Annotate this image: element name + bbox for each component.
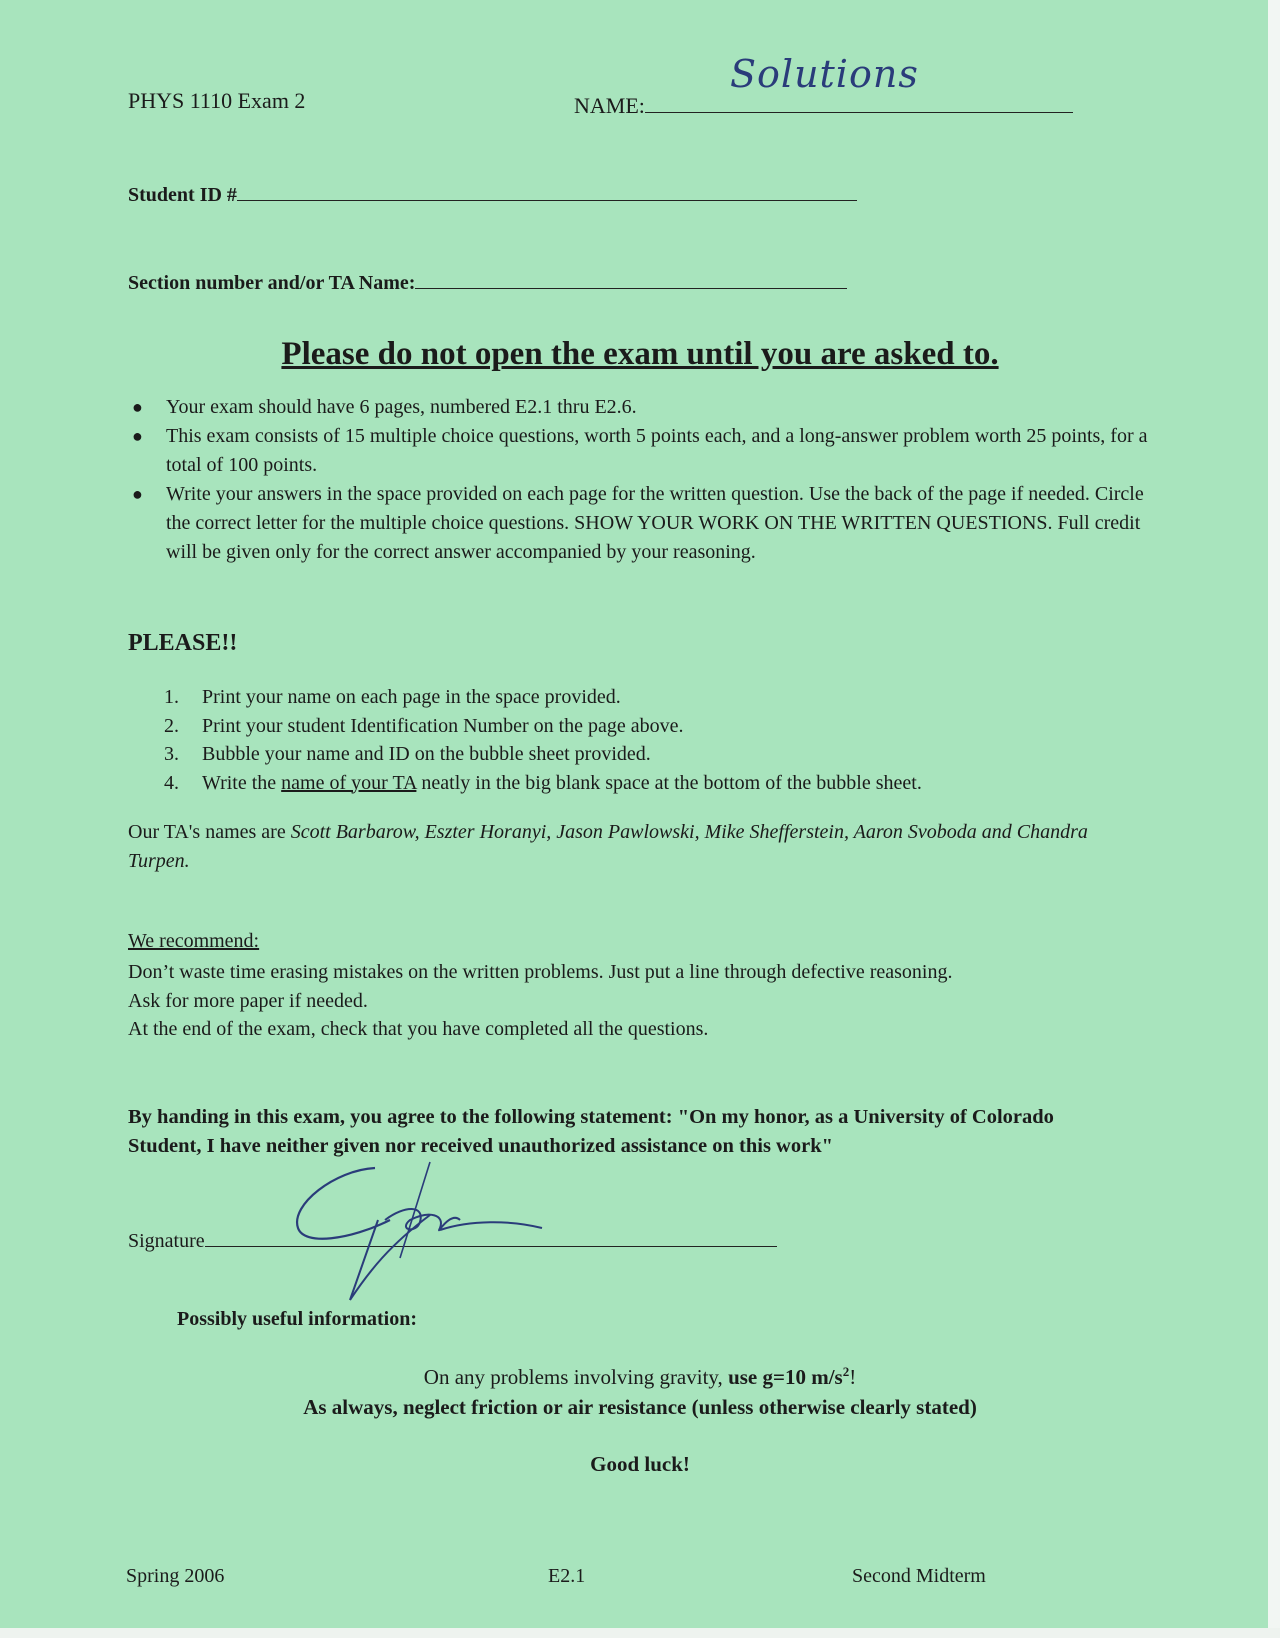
instructions-list <box>128 393 1148 567</box>
list-item: ● Your exam should have 6 pages, numbered E2.1 thru E2.6. <box>128 393 1148 422</box>
scan-edge-right <box>1268 0 1280 1638</box>
footer-semester: Spring 2006 <box>126 1565 225 1587</box>
handwritten-name: Solutions <box>730 52 919 96</box>
friction-note: As always, neglect friction or air resistance (unless otherwise clearly stated) <box>303 1395 977 1419</box>
section-line <box>415 268 847 289</box>
name-label: NAME: <box>574 93 645 118</box>
footer-page-number: E2.1 <box>548 1565 586 1587</box>
student-id-field <box>128 180 857 207</box>
bullet-icon: ● <box>132 426 143 446</box>
list-item: ● Write your answers in the space provided on each page for the written question. Use the back of the page if needed. Circle the correct letter for the multiple choice questions. SHOW YOUR WORK ON THE WRITTEN QUESTIONS. Full credit will be given only for the correct answer accompanied by your reasoning. <box>128 480 1148 567</box>
list-item: ● This exam consists of 15 multiple choice questions, worth 5 points each, and a long-answer problem worth 25 points, for a total of 100 points. <box>128 422 1148 480</box>
please-list <box>164 683 1164 797</box>
student-id-label: Student ID # <box>128 184 237 206</box>
honor-statement: By handing in this exam, you agree to the following statement: "On my honor, as a University of Colorado Student, I have neither given nor received unauthorized assistance on this work" <box>128 1106 1054 1157</box>
bullet-icon: ● <box>132 484 143 504</box>
list-item: 3. Bubble your name and ID on the bubble sheet provided. <box>164 743 651 765</box>
scan-edge-bottom <box>0 1628 1280 1638</box>
course-title: PHYS 1110 Exam 2 <box>128 88 306 113</box>
section-label: Section number and/or TA Name: <box>128 272 416 294</box>
ta-names: Our TA's names are Scott Barbarow, Eszter Horanyi, Jason Pawlowski, Mike Shefferstein, Aaron Svoboda and Chandra Turpen. <box>128 821 1088 872</box>
useful-info-title: Possibly useful information: <box>177 1308 418 1330</box>
bullet-icon: ● <box>132 397 143 417</box>
ta-name-list: Scott Barbarow, Eszter Horanyi, Jason Pawlowski, Mike Shefferstein, Aaron Svoboda and Chandra Turpen. <box>128 821 1088 872</box>
section-field <box>128 268 847 295</box>
list-item: 1. Print your name on each page in the space provided. <box>164 686 621 708</box>
exam-heading: Please do not open the exam until you are asked to. <box>281 336 999 372</box>
please-title: PLEASE!! <box>128 630 238 656</box>
good-luck: Good luck! <box>590 1452 690 1476</box>
recommend-text: Don’t waste time erasing mistakes on the written problems. Just put a line through defective reasoning. Ask for more paper if needed. At the end of the exam, check that you have completed all the questions. <box>128 961 953 1040</box>
student-id-line <box>237 180 857 201</box>
footer-exam-name: Second Midterm <box>852 1565 986 1587</box>
signature-label: Signature <box>128 1230 205 1252</box>
list-item: 2. Print your student Identification Number on the page above. <box>164 714 684 737</box>
recommend-title: We recommend: <box>128 930 260 952</box>
signature-scribble <box>280 1150 560 1320</box>
list-item: 4. Write the name of your TA neatly in the big blank space at the bottom of the bubble sheet. <box>164 771 922 794</box>
gravity-note: On any problems involving gravity, use g=10 $m/s^2$! <box>423 1364 857 1389</box>
ta-name-emphasis: name of your TA <box>281 771 417 794</box>
